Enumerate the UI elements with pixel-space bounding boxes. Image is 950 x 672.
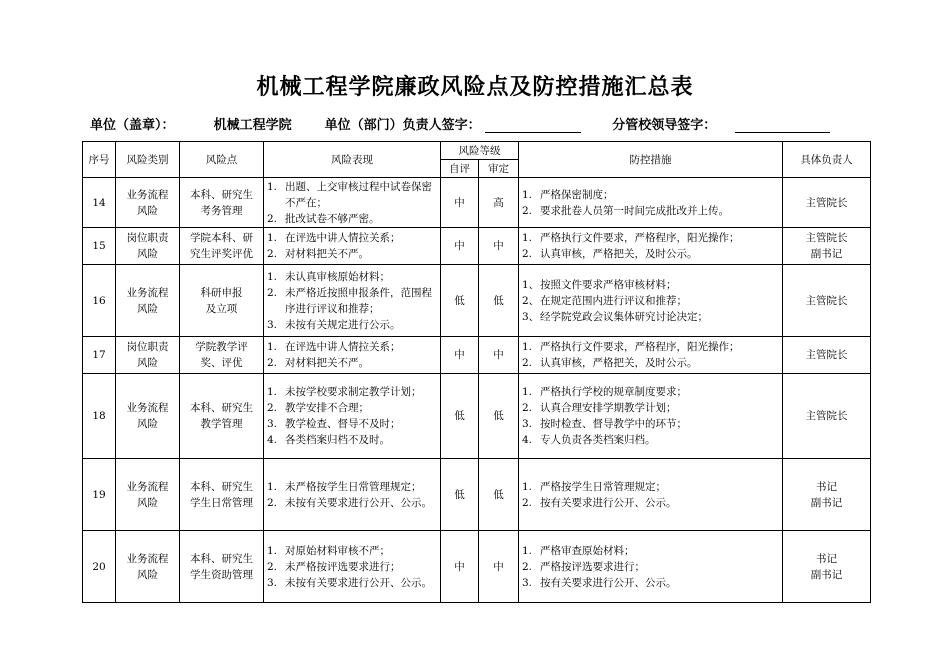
item-number: 3、 [522, 310, 540, 323]
header-seq: 序号 [83, 142, 116, 178]
category-line: 风险 [137, 248, 158, 260]
item-number: 2. [267, 496, 278, 509]
manifest-item [267, 384, 437, 400]
item-text: 未按有关要求进行公开、公示。 [285, 496, 432, 509]
measure-item [522, 400, 779, 416]
category-line: 岗位职责 [126, 232, 169, 244]
head-sign-label: 单位（部门）负责人签字： [324, 118, 481, 133]
item-text: 认真审核，严格把关，及时公示。 [540, 357, 698, 369]
item-number: 2. [522, 496, 533, 509]
item-text: 各类档案归档不及时。 [285, 434, 390, 446]
owner-cell [783, 459, 871, 531]
header-self: 自评 [441, 160, 479, 178]
self-level-cell: 低 [441, 459, 479, 531]
measure-item [522, 203, 779, 219]
unit-name: 机械工程学院 [213, 118, 292, 133]
item-text: 在规定范围内进行评议和推荐； [540, 294, 687, 307]
category-line: 风险 [137, 204, 158, 217]
manifest-cell [264, 265, 441, 337]
owner-line: 主管院长 [805, 349, 848, 361]
table-row [83, 374, 871, 459]
review-level-cell: 低 [479, 459, 519, 531]
self-level-cell: 低 [441, 374, 479, 459]
table-row [83, 337, 871, 374]
page-title: 机械工程学院廉政风险点及防控措施汇总表 [256, 75, 694, 100]
header-owner: 具体负责人 [783, 142, 871, 178]
point-line: 学生日常管理 [190, 496, 253, 509]
manifest-item [267, 575, 437, 591]
owner-line: 副书记 [810, 496, 843, 509]
measure-item [522, 479, 779, 495]
item-text: 在评选中讲人情拉关系； [285, 341, 401, 353]
measures-cell [519, 531, 783, 603]
item-number: 2. [522, 357, 533, 369]
review-level-cell: 低 [479, 374, 519, 459]
measure-item [522, 575, 779, 591]
table-row [83, 459, 871, 531]
manifest-item [267, 416, 437, 432]
item-text: 批改试卷不够严密。 [285, 212, 380, 225]
self-level-cell: 中 [441, 531, 479, 603]
item-text: 在评选中讲人情拉关系； [285, 232, 401, 244]
measure-item [522, 339, 779, 355]
point-cell [180, 531, 264, 603]
measure-item [522, 230, 779, 246]
manifest-item [267, 559, 437, 575]
item-text: 认真合理安排学期教学计划； [540, 402, 677, 414]
item-text: 严格执行文件要求，严格程序，阳光操作； [540, 341, 740, 353]
owner-cell [783, 374, 871, 459]
manifest-cell [264, 178, 441, 228]
category-line: 业务流程 [126, 286, 169, 299]
owner-line: 书记 [816, 552, 837, 565]
item-text: 教学安排不合理； [285, 402, 369, 414]
seq-cell: 19 [83, 459, 116, 531]
manifest-item [267, 269, 437, 285]
item-text: 未严格近按照申报条件，范围程序进行评议和推荐； [285, 286, 432, 315]
item-number: 3. [267, 576, 278, 589]
owner-cell [783, 265, 871, 337]
measures-cell [519, 374, 783, 459]
category-cell [116, 178, 180, 228]
manifest-item [267, 339, 437, 355]
item-text: 未严格按评选要求进行； [285, 560, 401, 573]
category-line: 风险 [137, 568, 158, 581]
header-measures: 防控措施 [519, 142, 783, 178]
measure-item [522, 432, 779, 448]
item-number: 1. [267, 480, 278, 493]
manifest-cell [264, 374, 441, 459]
category-cell [116, 337, 180, 374]
point-cell [180, 265, 264, 337]
header-point: 风险点 [180, 142, 264, 178]
unit-label: 单位（盖章）： [90, 118, 175, 133]
measures-cell [519, 265, 783, 337]
manifest-cell [264, 531, 441, 603]
item-text: 按照文件要求严格审核材料； [540, 278, 677, 291]
self-level-cell: 低 [441, 265, 479, 337]
item-number: 3. [267, 318, 278, 331]
item-number: 1. [267, 180, 278, 193]
point-line: 本科、研究生 [190, 552, 253, 565]
measure-item [522, 293, 779, 309]
manifest-cell [264, 459, 441, 531]
header-review: 审定 [479, 160, 519, 178]
owner-line: 主管院长 [805, 196, 848, 209]
item-number: 1. [522, 480, 533, 493]
measure-item [522, 543, 779, 559]
item-text: 未严格按学生日常管理规定； [285, 480, 422, 493]
item-number: 3. [522, 576, 533, 589]
measures-cell [519, 459, 783, 531]
item-text: 对材料把关不严。 [285, 357, 369, 369]
point-line: 究生评奖评优 [190, 248, 253, 260]
leader-sign-line [735, 118, 830, 133]
item-text: 认真审核，严格把关，及时公示。 [540, 248, 698, 260]
item-text: 严格执行学校的规章制度要求； [540, 386, 687, 398]
item-number: 2. [267, 248, 278, 260]
item-number: 2、 [522, 294, 540, 307]
header-manifest: 风险表现 [264, 142, 441, 178]
item-text: 严格按学生日常管理规定； [540, 480, 666, 493]
review-level-cell: 中 [479, 228, 519, 265]
self-level-cell: 中 [441, 228, 479, 265]
item-number: 1、 [522, 278, 540, 291]
item-text: 严格按评选要求进行； [540, 560, 645, 573]
review-level-cell: 低 [479, 265, 519, 337]
owner-line: 书记 [816, 480, 837, 493]
category-line: 业务流程 [126, 552, 169, 565]
item-number: 2. [522, 248, 533, 260]
item-number: 2. [522, 402, 533, 414]
leader-sign-label: 分管校领导签字： [612, 118, 717, 133]
item-number: 1. [522, 544, 533, 557]
owner-cell [783, 228, 871, 265]
category-line: 业务流程 [126, 188, 169, 201]
category-line: 风险 [137, 418, 158, 430]
point-cell [180, 459, 264, 531]
seq-cell: 15 [83, 228, 116, 265]
category-line: 业务流程 [126, 402, 169, 414]
self-level-cell: 中 [441, 178, 479, 228]
seq-cell: 16 [83, 265, 116, 337]
category-cell [116, 531, 180, 603]
item-number: 1. [522, 386, 533, 398]
item-number: 2. [267, 402, 278, 414]
item-number: 1. [267, 386, 278, 398]
item-number: 2. [267, 212, 278, 225]
item-text: 未按有关规定进行公示。 [285, 318, 401, 331]
item-number: 3. [522, 418, 533, 430]
item-text: 按有关要求进行公开、公示。 [540, 496, 677, 509]
point-line: 本科、研究生 [190, 480, 253, 493]
item-number: 1. [267, 341, 278, 353]
point-line: 奖、评优 [200, 357, 243, 369]
review-level-cell: 中 [479, 337, 519, 374]
item-text: 未按学校要求制定教学计划； [285, 386, 422, 398]
measures-cell [519, 337, 783, 374]
item-number: 1. [267, 270, 278, 283]
point-line: 学院本科、研 [190, 232, 253, 244]
owner-line: 副书记 [810, 248, 843, 260]
item-text: 对材料把关不严。 [285, 248, 369, 260]
point-line: 本科、研究生 [190, 188, 253, 201]
item-text: 严格保密制度； [540, 188, 614, 201]
seq-cell: 14 [83, 178, 116, 228]
manifest-item [267, 230, 437, 246]
item-text: 未按有关要求进行公开、公示。 [285, 576, 432, 589]
item-number: 1. [522, 232, 533, 244]
manifest-item [267, 495, 437, 511]
manifest-item [267, 400, 437, 416]
manifest-item [267, 543, 437, 559]
manifest-item [267, 179, 437, 211]
self-level-cell: 中 [441, 337, 479, 374]
item-text: 教学检查、督导不及时； [285, 418, 401, 430]
point-cell [180, 178, 264, 228]
item-number: 4. [267, 434, 278, 446]
category-cell [116, 228, 180, 265]
category-cell [116, 459, 180, 531]
item-number: 2. [267, 357, 278, 369]
measure-item [522, 309, 779, 325]
review-level-cell: 高 [479, 178, 519, 228]
item-text: 对原始材料审核不严； [285, 544, 390, 557]
measure-item [522, 416, 779, 432]
manifest-cell [264, 228, 441, 265]
item-number: 2. [267, 560, 278, 573]
manifest-item [267, 355, 437, 371]
owner-cell [783, 531, 871, 603]
item-number: 2. [267, 286, 278, 299]
table-row [83, 228, 871, 265]
item-number: 3. [267, 418, 278, 430]
point-cell [180, 337, 264, 374]
point-cell [180, 374, 264, 459]
item-text: 按有关要求进行公开、公示。 [540, 576, 677, 589]
category-line: 风险 [137, 496, 158, 509]
seq-cell: 18 [83, 374, 116, 459]
point-line: 学院教学评 [195, 341, 248, 353]
category-line: 业务流程 [126, 480, 169, 493]
point-line: 本科、研究生 [190, 402, 253, 414]
risk-table [82, 141, 871, 603]
table-row [83, 531, 871, 603]
owner-line: 主管院长 [805, 294, 848, 307]
manifest-item [267, 432, 437, 448]
category-cell [116, 265, 180, 337]
manifest-item [267, 285, 437, 317]
point-line: 及立项 [205, 302, 238, 315]
seq-cell: 17 [83, 337, 116, 374]
item-text: 经学院党政会议集体研究讨论决定； [540, 310, 708, 323]
owner-cell [783, 337, 871, 374]
category-line: 风险 [137, 357, 158, 369]
measure-item [522, 277, 779, 293]
item-text: 严格审查原始材料； [540, 544, 635, 557]
item-text: 专人负责各类档案归档。 [540, 434, 656, 446]
manifest-item [267, 317, 437, 333]
header-category: 风险类别 [116, 142, 180, 178]
owner-line: 主管院长 [805, 232, 848, 244]
point-cell [180, 228, 264, 265]
measure-item [522, 246, 779, 262]
header-info [90, 114, 880, 133]
point-line: 教学管理 [200, 418, 243, 430]
item-number: 1. [522, 188, 533, 201]
category-line: 岗位职责 [126, 341, 169, 353]
measure-item [522, 384, 779, 400]
owner-cell [783, 178, 871, 228]
review-level-cell: 中 [479, 531, 519, 603]
manifest-cell [264, 337, 441, 374]
header-level: 风险等级 [441, 142, 519, 160]
item-number: 1. [267, 544, 278, 557]
item-number: 2. [522, 560, 533, 573]
item-text: 出题、上交审核过程中试卷保密不严在； [285, 180, 432, 209]
head-sign-line [485, 118, 581, 133]
manifest-item [267, 479, 437, 495]
table-row [83, 265, 871, 337]
manifest-item [267, 246, 437, 262]
category-line: 风险 [137, 302, 158, 315]
table-row [83, 178, 871, 228]
measures-cell [519, 178, 783, 228]
point-line: 学生资助管理 [190, 568, 253, 581]
point-line: 考务管理 [200, 204, 243, 217]
measures-cell [519, 228, 783, 265]
measure-item [522, 355, 779, 371]
manifest-item [267, 211, 437, 227]
point-line: 科研申报 [200, 286, 243, 299]
item-text: 要求批卷人员第一时间完成批改并上传。 [540, 204, 729, 217]
owner-line: 主管院长 [805, 410, 848, 422]
item-number: 1. [522, 341, 533, 353]
item-text: 严格执行文件要求，严格程序，阳光操作； [540, 232, 740, 244]
table-body [83, 178, 871, 603]
item-number: 1. [267, 232, 278, 244]
owner-line: 副书记 [810, 568, 843, 581]
measure-item [522, 559, 779, 575]
category-cell [116, 374, 180, 459]
item-number: 4. [522, 434, 533, 446]
item-text: 未认真审核原始材料； [285, 270, 390, 283]
item-number: 2. [522, 204, 533, 217]
item-text: 按时检查、督导教学中的环节； [540, 418, 687, 430]
measure-item [522, 187, 779, 203]
measure-item [522, 495, 779, 511]
seq-cell: 20 [83, 531, 116, 603]
